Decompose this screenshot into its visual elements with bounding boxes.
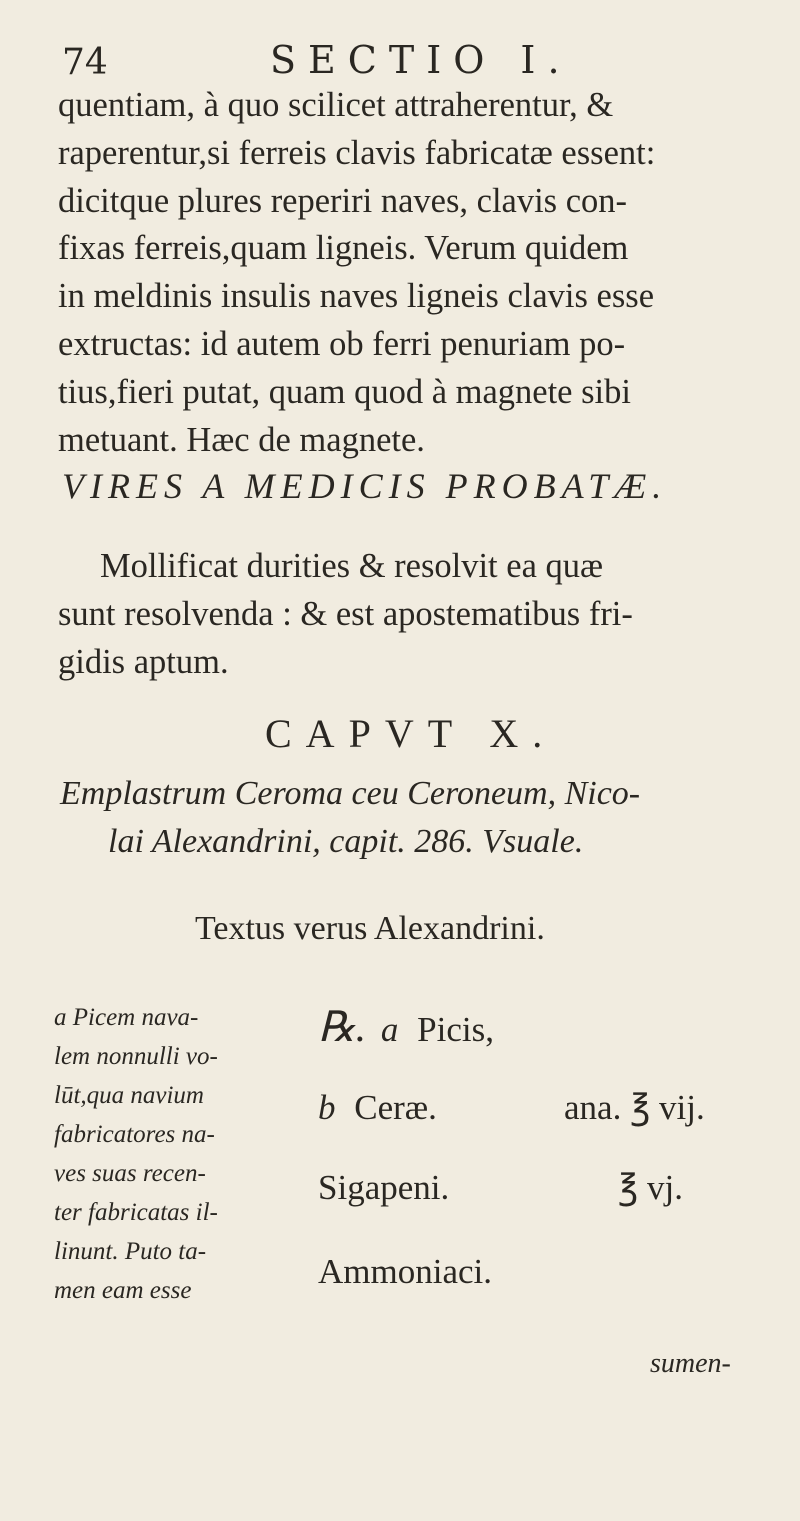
ingredient-name: Ammoniaci.: [318, 1252, 492, 1291]
virtues-line: Mollificat durities & resolvit ea quæ: [100, 547, 604, 585]
marginal-line: lem nonnulli vo-: [54, 1043, 218, 1070]
ingredient-letter: b: [318, 1088, 336, 1127]
marginal-line: ter fabricatas il-: [54, 1199, 218, 1226]
body-paragraph: [58, 82, 796, 464]
body-line: metuant. Hæc de magnete.: [58, 420, 425, 459]
marginal-line: ves suas recen-: [54, 1160, 206, 1187]
body-line: fixas ferreis,quam ligneis. Verum quidem: [58, 229, 629, 268]
recipe-row: [318, 1168, 683, 1208]
chapter-title: CAPVT X.: [265, 711, 557, 756]
subtitle-line: lai Alexandrini, capit. 286. Vsuale.: [108, 823, 584, 860]
ingredient-name: Picis,: [417, 1010, 494, 1049]
textus-heading: Textus verus Alexandrini.: [195, 910, 545, 947]
ingredient-amount: ana. ℥ vij.: [564, 1088, 705, 1127]
recipe-row: [318, 1088, 705, 1128]
catchword: sumen-: [650, 1348, 731, 1379]
ingredient-amount: ℥ vj.: [618, 1168, 683, 1207]
page-number: 74: [62, 42, 108, 83]
ingredient-name: Ceræ.: [354, 1088, 437, 1127]
body-line: raperentur,si ferreis clavis fabricatæ essent:: [58, 133, 656, 172]
marginal-note: [54, 998, 314, 1310]
marginal-line: a Picem nava-: [54, 1004, 199, 1031]
marginal-line: men eam esse: [54, 1277, 192, 1304]
ingredient-name: Sigapeni.: [318, 1168, 450, 1207]
virtues-paragraph: [58, 542, 633, 686]
virtues-line: gidis aptum.: [58, 643, 229, 681]
recipe-row: [318, 1252, 492, 1292]
body-line: quentiam, à quo scilicet attraherentur, &: [58, 86, 614, 124]
running-title: SECTIO I.: [270, 38, 572, 82]
recipe-symbol-icon: ℞.: [318, 1005, 367, 1051]
section-heading: VIRES A MEDICIS PROBATÆ.: [62, 466, 668, 506]
chapter-subtitle: [60, 770, 641, 866]
body-line: in meldinis insulis naves ligneis clavis esse: [58, 277, 655, 316]
recipe-row: [318, 1002, 494, 1052]
marginal-line: linunt. Puto ta-: [54, 1238, 207, 1265]
marginal-line: lūt,qua navium: [54, 1082, 204, 1109]
subtitle-line: Emplastrum Ceroma ceu Ceroneum, Nico-: [60, 775, 641, 812]
body-line: dicitque plures reperiri naves, clavis con-: [58, 181, 628, 220]
marginal-line: fabricatores na-: [54, 1121, 215, 1148]
virtues-line: sunt resolvenda : & est apostematibus fri-: [58, 595, 633, 633]
ingredient-letter: a: [380, 1010, 399, 1049]
body-line: tius,fieri putat, quam quod à magnete sibi: [58, 372, 631, 411]
body-line: extructas: id autem ob ferri penuriam po-: [58, 324, 626, 363]
